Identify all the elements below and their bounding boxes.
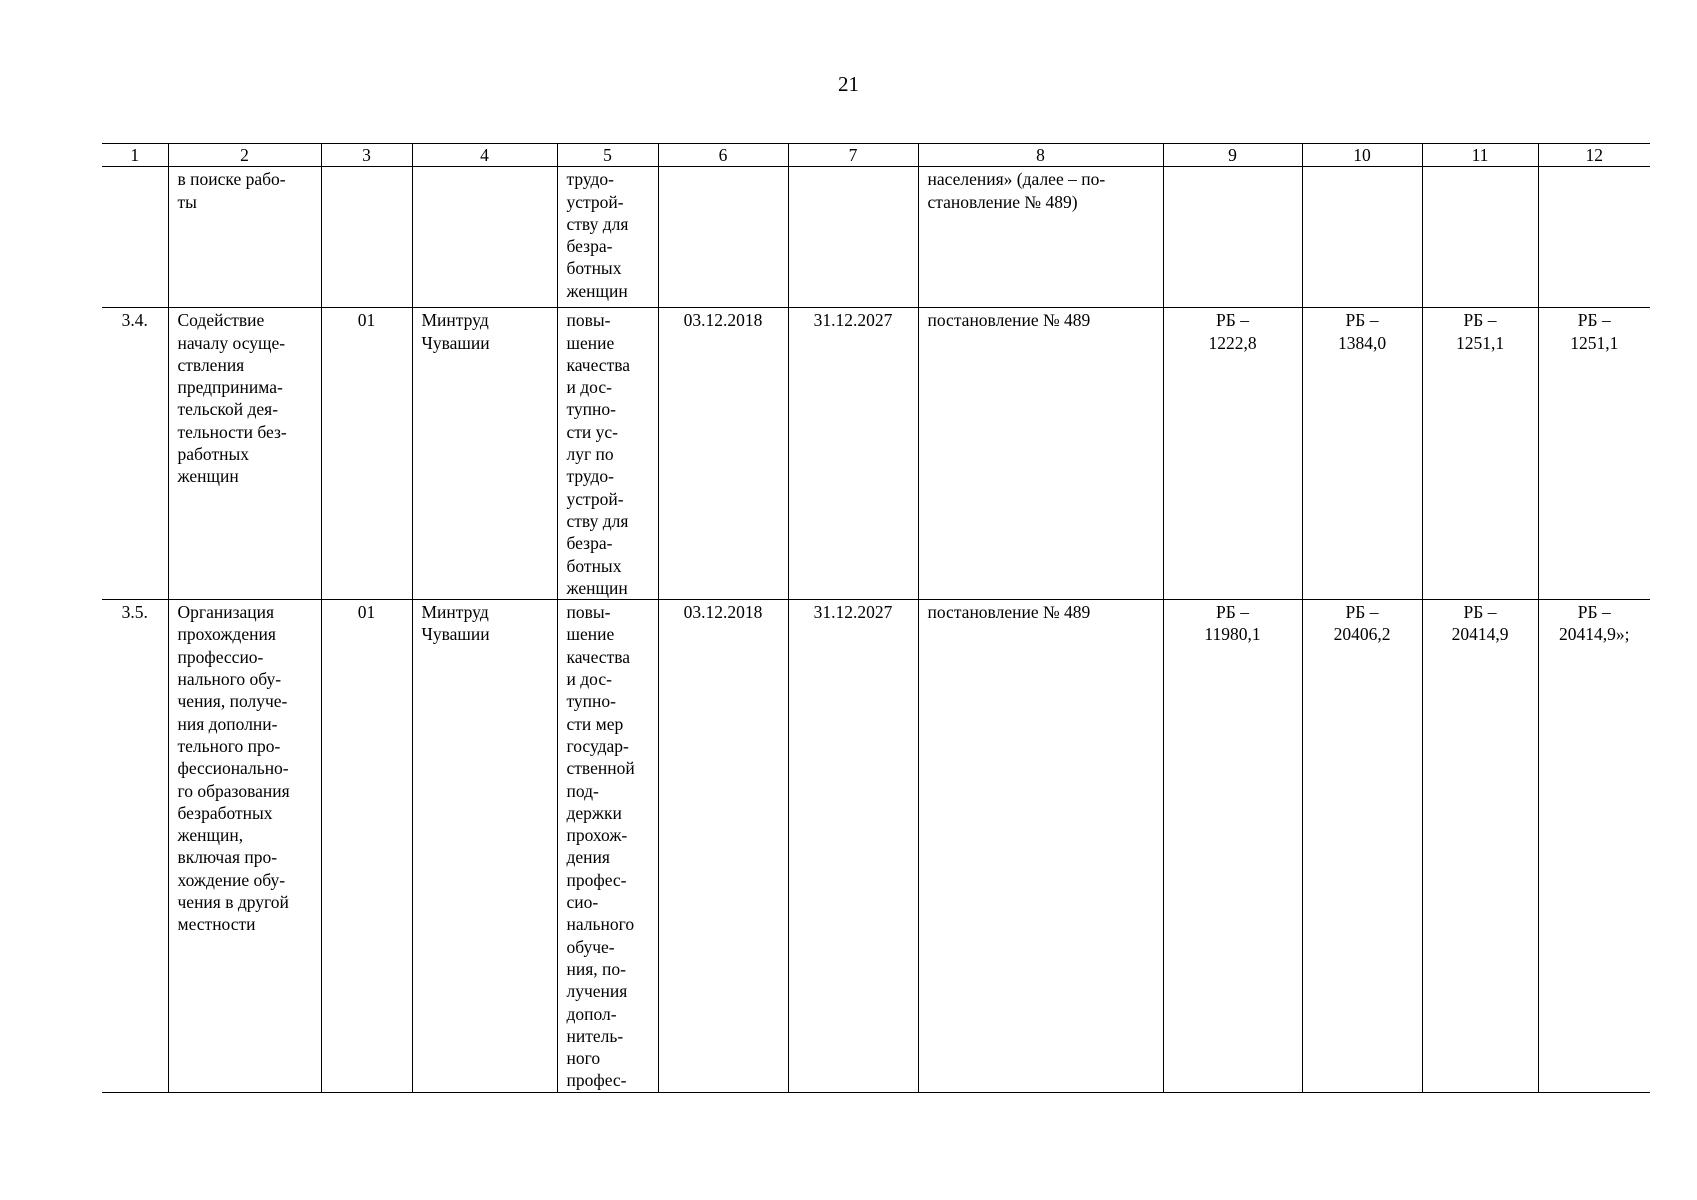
cell-line: лучения	[566, 981, 628, 1002]
cell-line: и дос-	[566, 669, 612, 690]
responsible-executor	[412, 167, 557, 308]
cell-line: РБ –	[1216, 310, 1249, 331]
cell-line: ботных	[566, 258, 622, 279]
legal-basis	[918, 167, 1163, 308]
cell-line: становление № 489)	[927, 191, 1078, 212]
cell-line: 20406,2	[1333, 624, 1391, 645]
table-row	[102, 308, 1650, 600]
column-header: 11	[1422, 144, 1538, 167]
cell-line: профессио-	[177, 646, 264, 667]
table-row	[102, 600, 1650, 1093]
cell-line: 1251,1	[1455, 332, 1505, 353]
cell-line: тельности без-	[177, 421, 287, 442]
cell-line: сти мер	[566, 713, 624, 734]
column-header: 12	[1538, 144, 1650, 167]
cell-line: под-	[566, 780, 599, 801]
cell-line: тельного про-	[177, 735, 281, 756]
cell-line: РБ –	[1463, 310, 1497, 331]
cell-line: ству для	[566, 213, 629, 234]
cell-line: ты	[177, 191, 197, 212]
column-header: 4	[412, 144, 557, 167]
column-header: 9	[1163, 144, 1302, 167]
column-header: 8	[918, 144, 1163, 167]
cell-line: нального	[566, 914, 635, 935]
expected-result	[557, 308, 658, 600]
table-row	[102, 167, 1650, 308]
funding-2021	[1422, 308, 1538, 600]
measure-name	[168, 308, 321, 600]
funding-2020	[1302, 167, 1422, 308]
cell-line: безра-	[566, 533, 613, 554]
cell-line: тупно-	[566, 691, 616, 712]
cell-line: чения, получе-	[177, 691, 288, 712]
cell-line: предпринима-	[177, 377, 283, 398]
cell-line: женщин	[566, 280, 628, 301]
cell-line: РБ –	[1345, 602, 1379, 623]
cell-line: чения в другой	[177, 892, 289, 913]
expected-result	[557, 600, 658, 1093]
cell-line: местности	[177, 914, 256, 935]
cell-line: ния, по-	[566, 958, 626, 979]
cell-line: допол-	[566, 1003, 617, 1024]
legal-basis	[918, 600, 1163, 1093]
cell-line: 1251,1	[1570, 332, 1619, 353]
cell-line: дения	[566, 847, 610, 868]
cell-line: постановление № 489	[927, 602, 1091, 623]
cell-line: повы-	[566, 602, 611, 623]
expected-result	[557, 167, 658, 308]
cell-line: шение	[566, 332, 615, 353]
cell-line: сио-	[566, 892, 599, 913]
cell-line: Организация	[177, 602, 275, 623]
cell-line: прохождения	[177, 624, 276, 645]
cell-line: держки	[566, 802, 622, 823]
cell-line: началу осуще-	[177, 332, 286, 353]
cell-line: фессионально-	[177, 758, 289, 779]
cell-line: населения» (далее – по-	[927, 169, 1106, 190]
cell-line: ботных	[566, 555, 622, 576]
cell-line: 20414,9»;	[1559, 624, 1630, 645]
cell-line: качества	[566, 354, 631, 375]
cell-line: работных	[177, 444, 249, 465]
column-header: 7	[788, 144, 918, 167]
cell-line: женщин	[566, 577, 628, 598]
cell-line: качества	[566, 646, 631, 667]
cell-line: женщин	[177, 466, 239, 487]
cell-line: в поиске рабо-	[177, 169, 286, 190]
cell-line: го образования	[177, 780, 290, 801]
end-date: 31.12.2027	[788, 600, 918, 1093]
start-date: 03.12.2018	[658, 308, 788, 600]
cell-line: устрой-	[566, 488, 624, 509]
cell-line: профес-	[566, 869, 627, 890]
cell-line: ству для	[566, 510, 629, 531]
start-date: 03.12.2018	[658, 600, 788, 1093]
cell-line: 1384,0	[1337, 332, 1387, 353]
funding-2021	[1422, 600, 1538, 1093]
end-date: 31.12.2027	[788, 308, 918, 600]
cell-line: обуче-	[566, 936, 615, 957]
funding-2022	[1538, 308, 1650, 600]
page-number: 21	[838, 72, 859, 96]
column-header: 1	[102, 144, 168, 167]
cell-line: безработных	[177, 802, 273, 823]
end-date	[788, 167, 918, 308]
measure-name	[168, 600, 321, 1093]
item-number: 3.5.	[102, 600, 168, 1093]
cell-line: государ-	[566, 735, 629, 756]
program-code: 01	[321, 308, 412, 600]
cell-line: РБ –	[1345, 310, 1379, 331]
program-code	[321, 167, 412, 308]
funding-2020	[1302, 600, 1422, 1093]
cell-line: включая про-	[177, 847, 278, 868]
legal-basis	[918, 308, 1163, 600]
cell-line: и дос-	[566, 377, 612, 398]
cell-line: 11980,1	[1204, 624, 1261, 645]
cell-line: нального обу-	[177, 669, 282, 690]
cell-line: РБ –	[1463, 602, 1497, 623]
measure-name	[168, 167, 321, 308]
cell-line: 20414,9	[1451, 624, 1509, 645]
cell-line: нитель-	[566, 1025, 624, 1046]
cell-line: женщин,	[177, 825, 244, 846]
cell-line: ного	[566, 1048, 601, 1069]
column-header: 10	[1302, 144, 1422, 167]
cell-line: прохож-	[566, 825, 628, 846]
responsible-executor: Минтруд Чувашии	[412, 600, 557, 1093]
column-header: 2	[168, 144, 321, 167]
cell-line: безра-	[566, 236, 613, 257]
cell-line: устрой-	[566, 191, 624, 212]
cell-line: РБ –	[1577, 310, 1611, 331]
cell-line: 1222,8	[1208, 332, 1257, 353]
column-header: 3	[321, 144, 412, 167]
column-number-row	[102, 144, 1650, 167]
cell-line: ния дополни-	[177, 713, 278, 734]
cell-line: луг по	[566, 444, 614, 465]
funding-2022	[1538, 167, 1650, 308]
cell-line: профес-	[566, 1070, 627, 1091]
cell-line: ственной	[566, 758, 635, 779]
funding-2020	[1302, 308, 1422, 600]
cell-line: Содействие	[177, 310, 265, 331]
start-date	[658, 167, 788, 308]
cell-line: сти ус-	[566, 421, 619, 442]
cell-line: тельской дея-	[177, 399, 279, 420]
column-header: 5	[557, 144, 658, 167]
cell-line: тупно-	[566, 399, 616, 420]
item-number: 3.4.	[102, 308, 168, 600]
cell-line: РБ –	[1216, 602, 1249, 623]
funding-2022	[1538, 600, 1650, 1093]
funding-2021	[1422, 167, 1538, 308]
item-number	[102, 167, 168, 308]
funding-2019	[1163, 167, 1302, 308]
responsible-executor: Минтруд Чувашии	[412, 308, 557, 600]
cell-line: трудо-	[566, 169, 615, 190]
cell-line: постановление № 489	[927, 310, 1091, 331]
program-code: 01	[321, 600, 412, 1093]
cell-line: РБ –	[1577, 602, 1611, 623]
cell-line: трудо-	[566, 466, 615, 487]
cell-line: повы-	[566, 310, 611, 331]
funding-2019	[1163, 308, 1302, 600]
cell-line: хождение обу-	[177, 869, 286, 890]
program-table	[102, 143, 1650, 1093]
cell-line: ствления	[177, 354, 245, 375]
cell-line: шение	[566, 624, 615, 645]
column-header: 6	[658, 144, 788, 167]
funding-2019	[1163, 600, 1302, 1093]
